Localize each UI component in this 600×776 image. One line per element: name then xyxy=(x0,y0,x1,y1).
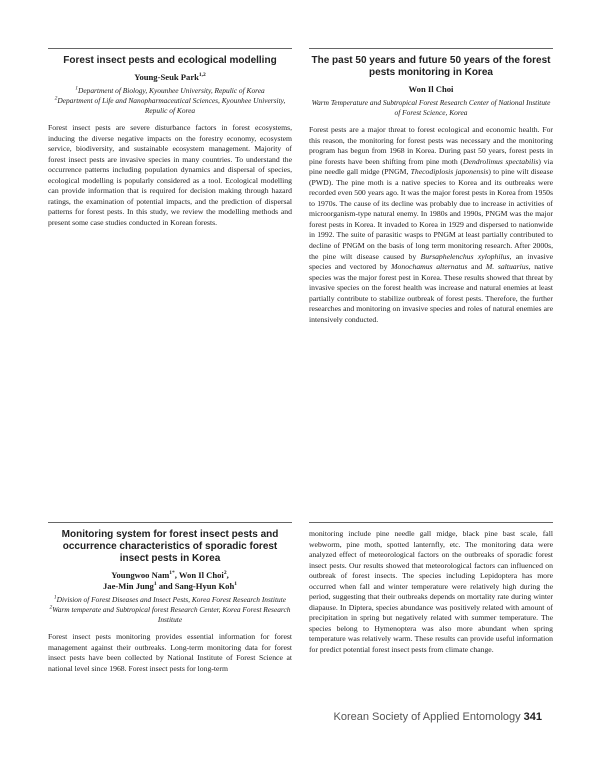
affiliation-1: $^1$Division of Forest Diseases and Insect Pests, Korea Forest Research Institute xyxy=(53,594,287,604)
abstract-body-right: monitoring include pine needle gall midge, black pine bast scale, fall webworm, pine moth, spotted lanternfly, etc. The monitoring data were analyzed effect of meteorological factors on the outbreaks of sporadic forest insect pests. Our results showed that meteorological factors can influenced on outbreak of forest insects. The species including Lepidoptera has more occurred when fall and winter temperature were relatively high during the period, suggesting that their outbreaks depends on mortality rate during winter diapause. In Diptera, species abundance was positively related with amount of precipitation in spring but negatively related with summer temperature. The species belong to Hymenoptera was also more abundant when spring temperature was relatively warm. These results can provide useful information for predict potential forest insect pests from climate change. xyxy=(309,529,553,655)
abstract-authors: Won Il Choi xyxy=(408,84,454,94)
abstract-title: Forest insect pests and ecological modelling xyxy=(63,55,277,66)
abstract-title: Monitoring system for forest insect pests and occurrence characteristics of sporadic forest insect pests in Korea xyxy=(61,529,279,564)
top-rule xyxy=(309,48,553,49)
top-rule xyxy=(48,48,292,49)
abstract-monitoring-system xyxy=(48,522,292,674)
top-rule xyxy=(48,522,292,523)
affiliation-1: $^1$Department of Biology, Kyounhee University, Repulic of Korea xyxy=(75,85,265,95)
society-name: Korean Society of Applied Entomology xyxy=(333,711,521,723)
page-number: 341 xyxy=(523,711,542,723)
abstract-authors: Youngwoo Nam$^{1*}$, Won Il Choi$^2$, Jae-Min Jung$^1$ and Sang-Hyun Koh$^1$ xyxy=(103,570,237,591)
abstract-body-left: Forest insect pests monitoring provides essential information for forest management against their outbreaks. Long-term monitoring data for forest insect pests have been collected by National Institute of Forest Science at national level since 1968. Forest insect pests for long-term xyxy=(48,632,292,673)
affiliation-2: $^2$Warm temperate and Subtropical forest Research Center, Korea Forest Research Institute xyxy=(49,604,291,624)
top-rule xyxy=(309,522,553,523)
abstract-body: Forest insect pests are severe disturbance factors in forest ecosystems, inducing the diverse negative impacts on the forestry economy, ecosystem service, biodiversity, and sustainable ecosystem management. Majority of forest insect pests are invasive species in many countries. To understand the occurrence patterns including population dynamics and dispersal of species, ecological modelling is popularly considered as a tool. Ecological modelling can provide information that is required for decision making through hazard ratings, the examination of potential impacts, and the prediction of dispersal patterns for forest pests. In this study, we review the modelling methods and present some case studies conducted in Korean forests. xyxy=(48,123,292,227)
abstract-monitoring-system-continued xyxy=(309,522,553,656)
abstract-forest-pests-modelling xyxy=(48,48,292,228)
abstract-title: The past 50 years and future 50 years of the forest pests monitoring in Korea xyxy=(311,55,551,78)
page-footer xyxy=(334,711,542,723)
abstract-forest-pests-monitoring-history xyxy=(309,48,553,325)
abstract-authors: Young-Seuk Park$^{1,2}$ xyxy=(134,72,206,82)
abstract-body: Forest pests are a major threat to forest ecological and economic health. For this reason, the monitoring for forest pests was necessary and the monitoring program has begun from 1968 in Korea. During past 50 years, forest pests in pine forests have been shifting from pine moth (Dendrolimus spectabilis) via pine needle gall midge (PNGM, Thecodiplosis japonensis) to pine wilt disease (PWD). The pine moth is a native species to Korea and its outbreaks were recorded even 500 years ago. It was the major forest pests in Korea from 1950s to 1970s. The cause of its decline was probably due to increase in activities of microorganism-type natural enemy. In 1980s and 1990s, PNGM was the major forest pests in Korea. It invaded to Korea in 1929 and dispersed to nationwide in 1992. The suite of parasitic wasps to PNGM at least partially contributed to decline of PNGM on the basis of long term monitoring research. After 2000s, the pine wilt disease caused by Bursaphelenchus xylophilus, an invasive species and vectored by Monochamus alternatus and M. saltuarius, native species was the major forest pest in Korea. These results showed that threat by invasive species on the forest health was increase and natural enemies at least partially contribute to stabilize outbreak of forest pests. Therefore, the further researches and monitoring on invasive species and roles of natural enemies are intensively conducted. xyxy=(309,125,554,324)
affiliation: Warm Temperature and Subtropical Forest Research Center of National Institute of Forest Science, Korea xyxy=(311,98,551,117)
affiliation-2: $^2$Department of Life and Nanopharmaceutical Sciences, Kyounhee University, Repulic of Korea xyxy=(54,95,286,115)
